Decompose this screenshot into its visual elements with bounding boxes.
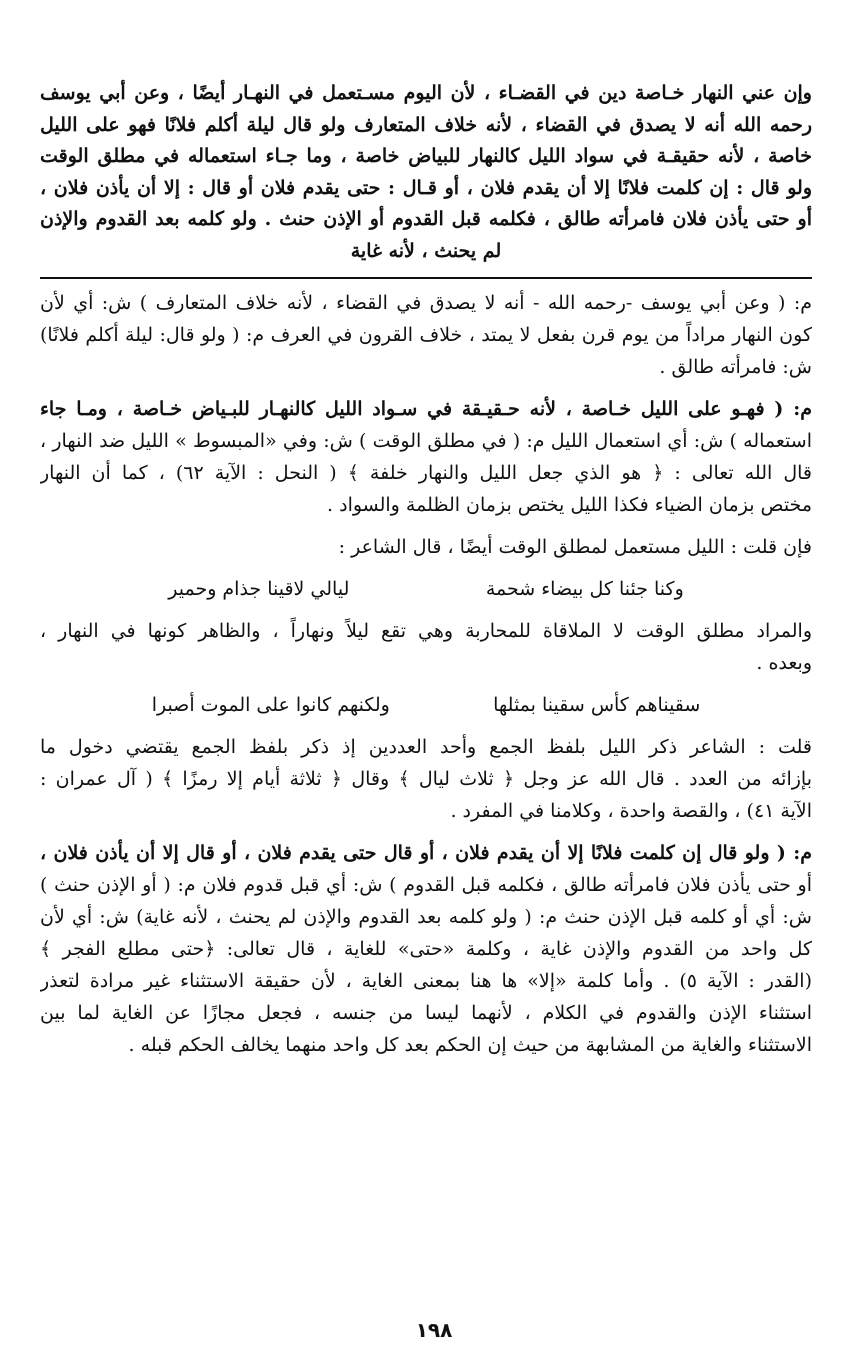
commentary-paragraph — [40, 837, 812, 1061]
section-divider — [40, 277, 812, 279]
commentary-paragraph — [40, 731, 812, 827]
matn-last-line: لم يحنث ، لأنه غاية — [350, 239, 502, 262]
commentary-line: كون النهار مراداً من يوم قرن بفعل لا يمتد ، خلاف القرون في العرف م: ( ولو قال: ليلة أكلم فلانًا) — [40, 324, 812, 346]
commentary-line: ش: أي أو كلمه قبل الإذن حنث م: ( ولو كلمه بعد القدوم والإذن لم يحنث ، لأنه غاية) ش: أي لأن — [40, 906, 812, 928]
commentary-paragraph — [40, 287, 812, 383]
matn-line: رحمه الله أنه لا يصدق في القضاء ، لأنه خلاف المتعارف ولو قال ليلة أكلم فلانًا فهو على الليل — [40, 113, 812, 136]
commentary-paragraph — [40, 615, 812, 679]
commentary-paragraph — [40, 393, 812, 521]
verse-second-hemistich: ولكنهم كانوا على الموت أصبرا — [151, 694, 390, 716]
book-page — [40, 78, 812, 1071]
commentary-line: استعماله ) ش: أي استعمال الليل م: ( في مطلق الوقت ) ش: وفي «المبسوط » الليل ضد النهار ، — [40, 430, 812, 452]
page-number: ١٩٨ — [415, 1318, 453, 1342]
commentary-line: أو حتى يأذن فلان فامرأته طالق ، فكلمه قبل القدوم ) ش: أي قبل قدوم فلان م: ( أو الإذن حنث ) — [40, 874, 812, 896]
sharh-text-block — [40, 287, 812, 1061]
commentary-line: ش: فامرأته طالق . — [659, 356, 812, 378]
commentary-line: الآية ٤١) ، والقصة واحدة ، وكلامنا في المفرد . — [450, 800, 812, 822]
matn-line: خاصة ، لأنه حقيقـة في سواد الليل كالنهار للبياض خاصة ، وما جـاء استعماله في مطلق الوقت — [40, 145, 812, 167]
commentary-line: م: ( ولو قال إن كلمت فلانًا إلا أن يقدم فلان ، أو قال حتى يقدم فلان ، أو قال إلا أن يأذن فلان ، — [40, 842, 812, 864]
commentary-line: قال الله تعالى : ﴿ هو الذي جعل الليل والنهار خلفة ﴾ ( النحل : الآية ٦٢) ، كما أن النهار — [40, 462, 812, 484]
poetry-verse — [40, 689, 812, 721]
commentary-line: م: ( فهـو على الليل خـاصة ، لأنه حـقيـقة في سـواد الليل كالنهـار للبـياض خـاصة ، ومـا جاء — [40, 398, 812, 420]
verse-second-hemistich: ليالي لاقينا جذام وحمير — [168, 578, 350, 600]
commentary-line: والمراد مطلق الوقت لا الملاقاة للمحاربة وهي تقع ليلاً ونهاراً ، والظاهر كونها في النهار ، — [40, 620, 812, 642]
matn-line: أو حتى يأذن فلان فامرأته طالق ، فكلمه قبل القدوم أو الإذن حنث . ولو كلمه بعد القدوم والإذن — [40, 208, 812, 230]
commentary-line: (القدر : الآية ٥) . وأما كلمة «إلا» ها هنا بمعنى الغاية ، لأن حقيقة الاستثناء غير مرادة لتعذر — [40, 970, 812, 992]
matn-text-block — [40, 78, 812, 267]
commentary-line: قلت : الشاعر ذكر الليل بلفظ الجمع وأحد العددين إذ ذكر بلفظ الجمع يقتضي دخول ما — [40, 736, 812, 758]
commentary-line: استثناء الإذن والقدوم في الكلام ، لأنهما ليسا من جنسه ، فجعل مجازًا عن الغاية لما بين — [40, 1002, 812, 1024]
commentary-line: فإن قلت : الليل مستعمل لمطلق الوقت أيضًا ، قال الشاعر : — [338, 536, 812, 558]
poetry-verse — [40, 573, 812, 605]
verse-first-hemistich: سقيناهم كأس سقينا بمثلها — [493, 694, 701, 716]
commentary-line: الاستثناء والغاية من المشابهة من حيث إن الحكم بعد كل واحد منهما يخالف الحكم قبله . — [128, 1034, 812, 1056]
commentary-paragraph — [40, 531, 812, 563]
commentary-line: كل واحد من القدوم والإذن غاية ، وكلمة «حتى» للغاية ، قال تعالى: ﴿حتى مطلع الفجر ﴾ — [40, 938, 812, 960]
commentary-line: م: ( وعن أبي يوسف -رحمه الله - أنه لا يصدق في القضاء ، لأنه خلاف المتعارف ) ش: أي لأن — [40, 292, 812, 314]
commentary-line: بإزائه من العدد . قال الله عز وجل ﴿ ثلاث ليال ﴾ وقال ﴿ ثلاثة أيام إلا رمزًا ﴾ ( آل عمران : — [40, 768, 812, 790]
matn-line: ولو قال : إن كلمت فلانًا إلا أن يقدم فلان ، أو قـال : حتى يقدم فلان أو قال : إلا أن يأذن فلان ، — [40, 176, 812, 199]
commentary-line: وبعده . — [756, 652, 812, 674]
commentary-line: مختص بزمان الضياء فكذا الليل يختص بزمان الظلمة والسواد . — [327, 494, 812, 516]
verse-first-hemistich: وكنا جئنا كل بيضاء شحمة — [485, 578, 684, 600]
matn-line: وإن عني النهار خـاصة دين في القضـاء ، لأن اليوم مسـتعمل في النهـار أيضًا ، وعن أبي يوسف — [40, 82, 812, 104]
